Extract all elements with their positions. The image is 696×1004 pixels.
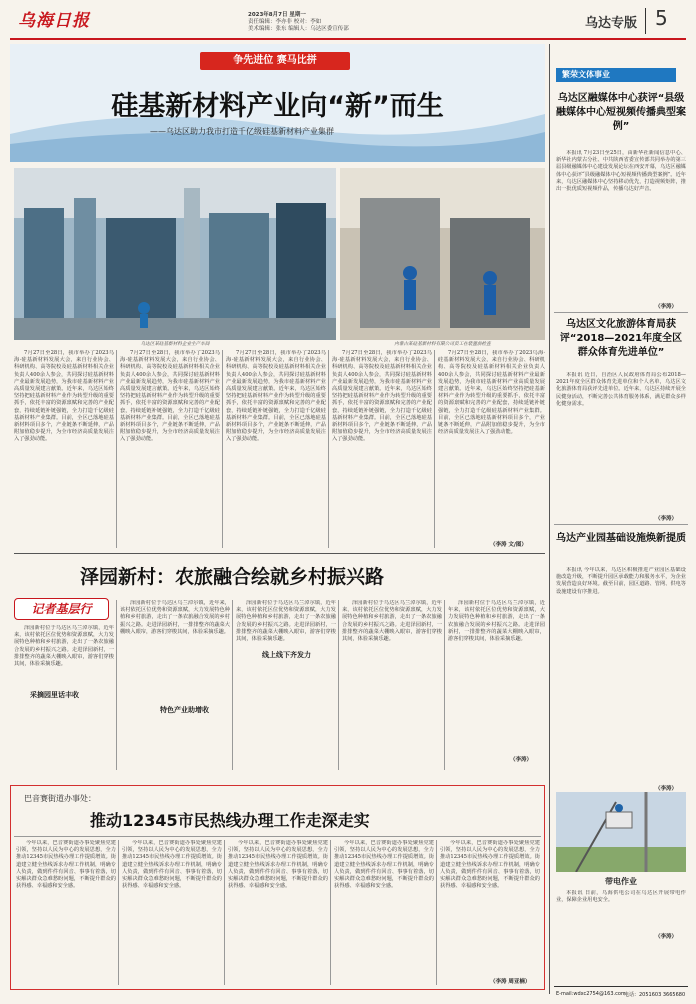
- lead-body-col4: 7月27日至28日，我市举办了2023乌海·硅基新材料发展大会，来自行业协会、科研机构、高等院校及硅基新材料相关企业负责人400余人参会，共同探讨硅基新材料产业最新发展趋势，为我市硅基新材料产业高质量发展建言献策。近年来，乌达区始终坚持把硅基新材料产业作为转型升级的重要抓手，依托丰富的资源禀赋和完善的产业配套，持续延链补链强链，全力打造千亿级硅基新材料产业集群。目前，全区已落地硅基新材料项目多个，产业链条不断延伸，产品附加值稳步提升，为全市经济高质量发展注入了强劲动能。: [332, 350, 432, 443]
- lead-caption-left: 乌达区某硅基新材料企业生产车间: [140, 342, 210, 347]
- mid-body-col2: 泽园新村位于乌达区乌兰淖尔镇，近年来，该村依托区位优势和资源禀赋，大力发展特色种植和乡村旅游，走出了一条农旅融合发展的乡村振兴之路。走进泽园新村，一排排整齐的蔬菜大棚映入眼帘，游客们穿梭其间，体验采摘乐趣。: [120, 600, 230, 635]
- right-photo-caption: 带电作业: [605, 877, 637, 886]
- right-byline-4: （李涛）: [655, 934, 678, 940]
- right-tag: 繁荣文体事业: [556, 68, 676, 82]
- lead-photo-right: [340, 168, 545, 340]
- mid-body-col3: 泽园新村位于乌达区乌兰淖尔镇，近年来，该村依托区位优势和资源禀赋，大力发展特色种植和乡村旅游，走出了一条农旅融合发展的乡村振兴之路。走进泽园新村，一排排整齐的蔬菜大棚映入眼帘，游客们穿梭其间，体验采摘乐趣。: [236, 600, 336, 643]
- mid-sub1: 采摘园里话丰收: [30, 690, 79, 699]
- lead-byline: （李涛 文/图）: [490, 542, 527, 548]
- mid-sub3: 线上线下齐发力: [262, 650, 311, 659]
- section-title: 乌达专版: [585, 16, 638, 31]
- lead-body-col5: 7月27日至28日，我市举办了2023乌海·硅基新材料发展大会，来自行业协会、科研机构、高等院校及硅基新材料相关企业负责人400余人参会，共同探讨硅基新材料产业最新发展趋势，为我市硅基新材料产业高质量发展建言献策。近年来，乌达区始终坚持把硅基新材料产业作为转型升级的重要抓手，依托丰富的资源禀赋和完善的产业配套，持续延链补链强链，全力打造千亿级硅基新材料产业集群。目前，全区已落地硅基新材料项目多个，产业链条不断延伸，产品附加值稳步提升，为全市经济高质量发展注入了强劲动能。: [438, 350, 545, 436]
- mid-headline: 泽园新村：农旅融合绘就乡村振兴路: [80, 566, 385, 588]
- bottom-body-col2: 今年以来，巴音赛街道办事处聚焦党建引领，坚持以人民为中心的发展思想，全力推动12345市民热线办理工作提质增效。街道建立健全热线诉求办理工作机制，明确专人负责，做到件件有回音、事事有着落，切实解决群众急难愁盼问题，不断提升群众的获得感、幸福感和安全感。: [122, 840, 222, 890]
- right-headline-3: 乌达产业园基础设施焕新提质: [556, 533, 686, 544]
- bottom-lead: 巴音赛街道办事处：: [24, 794, 96, 803]
- bottom-body-col1: 今年以来，巴音赛街道办事处聚焦党建引领，坚持以人民为中心的发展思想，全力推动12345市民热线办理工作提质增效。街道建立健全热线诉求办理工作机制，明确专人负责，做到件件有回音、事事有着落，切实解决群众急难愁盼问题，不断提升群众的获得感、幸福感和安全感。: [16, 840, 116, 890]
- footer-email: E-mail:wdxc2754@163.com: [556, 991, 626, 997]
- footer-tel: 电话：2051603 3665680: [624, 992, 686, 998]
- mid-body-col1: 泽园新村位于乌达区乌兰淖尔镇，近年来，该村依托区位优势和资源禀赋，大力发展特色种植和乡村旅游，走出了一条农旅融合发展的乡村振兴之路。走进泽园新村，一排排整齐的蔬菜大棚映入眼帘，游客们穿梭其间，体验采摘乐趣。: [14, 625, 114, 668]
- layout-line: 美术编辑：张东 编辑人：乌达区委宣传部: [248, 26, 349, 32]
- right-headline-1: 乌达区融媒体中心获评“县级融媒体中心短视频传播典型案例”: [556, 93, 686, 132]
- right-photo-text: 本报讯 日前，乌海供电公司在乌达区开展带电作业，保障企业用电安全。: [556, 890, 686, 904]
- lead-subhead: ——乌达区助力我市打造千亿级硅基新材料产业集群: [150, 127, 334, 136]
- right-byline-3: （李涛）: [655, 786, 678, 792]
- lead-caption-right: 内蒙古某硅基新材料有限公司员工在装置前检查: [394, 342, 491, 347]
- right-text-1: 本报讯 7月23日至25日，由新华社新闻信息中心、新华社内蒙古分社、中共陕西省委宣传部共同举办的第三届县级融媒体中心建设发展论坛在西安开幕，乌达区融媒体中心获评“县级融媒体中心短视频传播典型案例”。近年来，乌达区融媒体中心坚持移动优先，打造视频矩阵，推出一批优质短视频作品，传播乌达好声音。: [556, 150, 686, 193]
- date-line: 2023年8月7日 星期一: [248, 12, 306, 18]
- right-byline-1: （李涛）: [655, 304, 678, 310]
- bottom-body-col3: 今年以来，巴音赛街道办事处聚焦党建引领，坚持以人民为中心的发展思想，全力推动12345市民热线办理工作提质增效。街道建立健全热线诉求办理工作机制，明确专人负责，做到件件有回音、事事有着落，切实解决群众急难愁盼问题，不断提升群众的获得感、幸福感和安全感。: [228, 840, 328, 890]
- right-text-3: 本报讯 今年以来，乌达区积极推进产业园区基础设施改造升级，不断提升园区承载能力和服务水平，为企业发展营造良好环境。截至目前，园区道路、管网、供电等设施建设有序推进。: [556, 567, 686, 595]
- masthead: [0, 0, 696, 40]
- mid-body-col5: 泽园新村位于乌达区乌兰淖尔镇，近年来，该村依托区位优势和资源禀赋，大力发展特色种植和乡村旅游，走出了一条农旅融合发展的乡村振兴之路。走进泽园新村，一排排整齐的蔬菜大棚映入眼帘，游客们穿梭其间，体验采摘乐趣。: [448, 600, 545, 643]
- bottom-body-col4: 今年以来，巴音赛街道办事处聚焦党建引领，坚持以人民为中心的发展思想，全力推动12345市民热线办理工作提质增效。街道建立健全热线诉求办理工作机制，明确专人负责，做到件件有回音、事事有着落，切实解决群众急难愁盼问题，不断提升群众的获得感、幸福感和安全感。: [334, 840, 434, 890]
- bottom-byline: （李涛 周亚楠）: [490, 979, 531, 985]
- lead-body-col3: 7月27日至28日，我市举办了2023乌海·硅基新材料发展大会，来自行业协会、科研机构、高等院校及硅基新材料相关企业负责人400余人参会，共同探讨硅基新材料产业最新发展趋势，为我市硅基新材料产业高质量发展建言献策。近年来，乌达区始终坚持把硅基新材料产业作为转型升级的重要抓手，依托丰富的资源禀赋和完善的产业配套，持续延链补链强链，全力打造千亿级硅基新材料产业集群。目前，全区已落地硅基新材料项目多个，产业链条不断延伸，产品附加值稳步提升，为全市经济高质量发展注入了强劲动能。: [226, 350, 326, 443]
- bottom-headline: 推动12345市民热线办理工作走深走实: [90, 811, 370, 830]
- bottom-body-col5: 今年以来，巴音赛街道办事处聚焦党建引领，坚持以人民为中心的发展思想，全力推动12345市民热线办理工作提质增效。街道建立健全热线诉求办理工作机制，明确专人负责，做到件件有回音、事事有着落，切实解决群众急难愁盼问题，不断提升群众的获得感、幸福感和安全感。: [440, 840, 540, 890]
- mid-badge: 记者基层行: [14, 598, 109, 620]
- page-number: 5: [655, 6, 668, 30]
- lead-body-col1: 7月27日至28日，我市举办了2023乌海·硅基新材料发展大会，来自行业协会、科研机构、高等院校及硅基新材料相关企业负责人400余人参会，共同探讨硅基新材料产业最新发展趋势，为我市硅基新材料产业高质量发展建言献策。近年来，乌达区始终坚持把硅基新材料产业作为转型升级的重要抓手，依托丰富的资源禀赋和完善的产业配套，持续延链补链强链，全力打造千亿级硅基新材料产业集群。目前，全区已落地硅基新材料项目多个，产业链条不断延伸，产品附加值稳步提升，为全市经济高质量发展注入了强劲动能。: [14, 350, 114, 443]
- mid-body-col4: 泽园新村位于乌达区乌兰淖尔镇，近年来，该村依托区位优势和资源禀赋，大力发展特色种植和乡村旅游，走出了一条农旅融合发展的乡村振兴之路。走进泽园新村，一排排整齐的蔬菜大棚映入眼帘，游客们穿梭其间，体验采摘乐趣。: [342, 600, 442, 643]
- right-headline-2: 乌达区文化旅游体育局获评“2018—2021年度全区群众体育先进单位”: [559, 319, 683, 358]
- lead-banner: [10, 44, 545, 162]
- mid-byline: （李涛）: [510, 757, 533, 763]
- lead-headline: 硅基新材料产业向“新”而生: [111, 91, 444, 122]
- editor-line: 责任编辑：李亦非 校对：李如: [248, 19, 322, 25]
- lead-body-col2: 7月27日至28日，我市举办了2023乌海·硅基新材料发展大会，来自行业协会、科研机构、高等院校及硅基新材料相关企业负责人400余人参会，共同探讨硅基新材料产业最新发展趋势，为我市硅基新材料产业高质量发展建言献策。近年来，乌达区始终坚持把硅基新材料产业作为转型升级的重要抓手，依托丰富的资源禀赋和完善的产业配套，持续延链补链强链，全力打造千亿级硅基新材料产业集群。目前，全区已落地硅基新材料项目多个，产业链条不断延伸，产品附加值稳步提升，为全市经济高质量发展注入了强劲动能。: [120, 350, 220, 443]
- right-photo: [556, 792, 686, 872]
- lead-photo-left: [14, 168, 336, 340]
- logo: 乌海日报: [18, 11, 90, 31]
- mid-sub2: 特色产业助增收: [160, 705, 209, 714]
- right-text-2: 本报讯 近日，自治区人民政府体育局公布2018—2021年度全区群众体育先进单位和个人名单，乌达区文化旅游体育局获评先进单位。近年来，乌达区持续开展全民健身活动，不断完善公共体育服务体系，满足群众多样化健身需求。: [556, 372, 686, 407]
- lead-kicker: 争先进位 赛马比拼: [200, 52, 350, 70]
- right-byline-2: （李涛）: [655, 516, 678, 522]
